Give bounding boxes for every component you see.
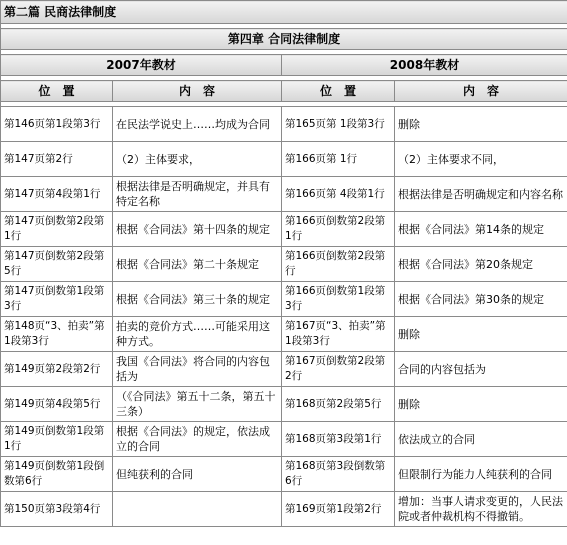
table-row bbox=[1, 352, 567, 387]
content-2007: （《合同法》第五十二条，第五十三条） bbox=[113, 387, 282, 422]
edition-2007: 2007年教材 bbox=[1, 55, 282, 76]
content-2007: 根据《合同法》第十四条的规定 bbox=[113, 212, 282, 247]
position-2007: 第146页第1段第3行 bbox=[1, 107, 113, 142]
content-2007 bbox=[113, 492, 282, 527]
section-title: 第二篇 民商法律制度 bbox=[4, 4, 117, 19]
content-2008: 根据《合同法》第30条的规定 bbox=[395, 282, 567, 317]
table-row bbox=[1, 492, 567, 527]
position-2008: 第165页第 1段第3行 bbox=[282, 107, 395, 142]
table-row bbox=[1, 107, 567, 142]
section-header bbox=[1, 1, 567, 24]
content-2008: 删除 bbox=[395, 107, 567, 142]
edition-2008: 2008年教材 bbox=[282, 55, 567, 76]
table-row bbox=[1, 317, 567, 352]
position-2007: 第149页倒数第1段倒数第6行 bbox=[1, 457, 113, 492]
col-content-2008: 内 容 bbox=[395, 81, 567, 102]
content-2007: 根据《合同法》第三十条的规定 bbox=[113, 282, 282, 317]
table-row bbox=[1, 282, 567, 317]
position-2007: 第147页第2行 bbox=[1, 142, 113, 177]
position-2007: 第150页第3段第4行 bbox=[1, 492, 113, 527]
content-2007: 但纯获利的合同 bbox=[113, 457, 282, 492]
content-2007: （2）主体要求， bbox=[113, 142, 282, 177]
position-2007: 第147页倒数第2段第5行 bbox=[1, 247, 113, 282]
content-2007: 我国《合同法》将合同的内容包括为 bbox=[113, 352, 282, 387]
position-2007: 第149页倒数第1段第1行 bbox=[1, 422, 113, 457]
position-2007: 第148页“3、拍卖”第1段第3行 bbox=[1, 317, 113, 352]
content-2008: 但限制行为能力人纯获利的合同 bbox=[395, 457, 567, 492]
content-2008: 根据《合同法》第20条规定 bbox=[395, 247, 567, 282]
table-row bbox=[1, 177, 567, 212]
position-2008: 第168页第3段倒数第6行 bbox=[282, 457, 395, 492]
table-row bbox=[1, 212, 567, 247]
position-2007: 第149页第4段第5行 bbox=[1, 387, 113, 422]
content-2008: （2）主体要求不同， bbox=[395, 142, 567, 177]
table-row bbox=[1, 422, 567, 457]
content-2008: 依法成立的合同 bbox=[395, 422, 567, 457]
chapter-title: 第四章 合同法律制度 bbox=[227, 31, 341, 46]
content-2007: 在民法学说史上……均成为合同 bbox=[113, 107, 282, 142]
column-header-row bbox=[1, 81, 567, 102]
table-row bbox=[1, 247, 567, 282]
position-2007: 第147页倒数第1段第3行 bbox=[1, 282, 113, 317]
position-2008: 第167页倒数第2段第2行 bbox=[282, 352, 395, 387]
position-2008: 第168页第2段第5行 bbox=[282, 387, 395, 422]
content-2007: 根据《合同法》的规定，依法成立的合同 bbox=[113, 422, 282, 457]
content-2008: 合同的内容包括为 bbox=[395, 352, 567, 387]
content-2007: 拍卖的竞价方式……可能采用这种方式。 bbox=[113, 317, 282, 352]
col-position-2008: 位 置 bbox=[282, 81, 395, 102]
position-2007: 第147页倒数第2段第1行 bbox=[1, 212, 113, 247]
position-2007: 第149页第2段第2行 bbox=[1, 352, 113, 387]
content-2008: 根据《合同法》第14条的规定 bbox=[395, 212, 567, 247]
chapter-header bbox=[1, 29, 567, 50]
position-2008: 第167页“3、拍卖”第1段第3行 bbox=[282, 317, 395, 352]
position-2007: 第147页第4段第1行 bbox=[1, 177, 113, 212]
content-2008: 增加：当事人请求变更的，人民法院或者仲裁机构不得撤销。 bbox=[395, 492, 567, 527]
table-row bbox=[1, 142, 567, 177]
position-2008: 第166页第 1行 bbox=[282, 142, 395, 177]
content-2008: 删除 bbox=[395, 387, 567, 422]
position-2008: 第168页第3段第1行 bbox=[282, 422, 395, 457]
col-content-2007: 内 容 bbox=[113, 81, 282, 102]
position-2008: 第169页第1段第2行 bbox=[282, 492, 395, 527]
table-row bbox=[1, 387, 567, 422]
edition-header-row bbox=[1, 55, 567, 76]
position-2008: 第166页倒数第2段第1行 bbox=[282, 212, 395, 247]
col-position-2007: 位 置 bbox=[1, 81, 113, 102]
position-2008: 第166页倒数第1段第3行 bbox=[282, 282, 395, 317]
content-2008: 根据法律是否明确规定和内容名称 bbox=[395, 177, 567, 212]
position-2008: 第166页第 4段第1行 bbox=[282, 177, 395, 212]
content-2007: 根据《合同法》第二十条规定 bbox=[113, 247, 282, 282]
table-row bbox=[1, 457, 567, 492]
content-2007: 根据法律是否明确规定，并具有特定名称 bbox=[113, 177, 282, 212]
position-2008: 第166页倒数第2段第行 bbox=[282, 247, 395, 282]
content-2008: 删除 bbox=[395, 317, 567, 352]
